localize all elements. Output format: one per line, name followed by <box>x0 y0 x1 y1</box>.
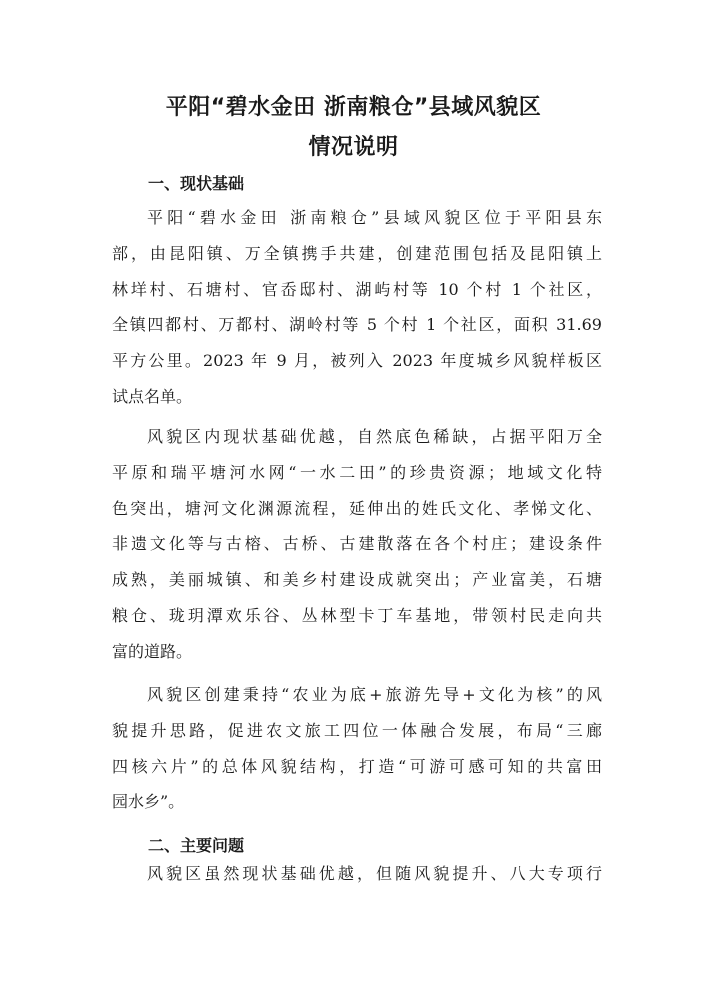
paragraph-line: 平阳“碧水金田 浙南粮仓”县域风貌区位于平阳县东 <box>147 208 602 227</box>
paragraph-line: 全镇四都村、万都村、湖岭村等 5 个村 1 个社区，面积 31.69 <box>112 315 602 335</box>
document-title-line1: 平阳“碧水金田 浙南粮仓”县域风貌区 <box>165 95 542 120</box>
paragraph-line: 平方公里。2023 年 9 月，被列入 2023 年度城乡风貌样板区 <box>112 351 602 371</box>
paragraph-line: 成熟，美丽城镇、和美乡村建设成就突出；产业富美，石塘 <box>112 570 602 590</box>
paragraph-line: 园水乡”。 <box>112 792 185 812</box>
paragraph-line: 色突出，塘河文化渊源流程，延伸出的姓氏文化、孝悌文化、 <box>112 498 602 518</box>
paragraph-problems <box>112 856 602 892</box>
paragraph-line: 富的道路。 <box>112 641 193 661</box>
paragraph-line: 风貌区虽然现状基础优越，但随风貌提升、八大专项行 <box>147 864 602 883</box>
paragraph-line: 风貌区内现状基础优越，自然底色稀缺，占据平阳万全 <box>147 427 602 446</box>
paragraph-line: 四核六片”的总体风貌结构，打造“可游可感可知的共富田 <box>112 756 602 776</box>
document-title-line2: 情况说明 <box>308 135 399 160</box>
section-heading-main-problems: 二、主要问题 <box>148 836 245 855</box>
paragraph-resources <box>112 419 602 670</box>
paragraph-line: 试点名单。 <box>112 386 193 406</box>
paragraph-location-overview <box>112 200 602 415</box>
paragraph-line: 非遗文化等与古榕、古桥、古建散落在各个村庄；建设条件 <box>112 534 602 554</box>
paragraph-line: 部，由昆阳镇、万全镇携手共建，创建范围包括及昆阳镇上 <box>112 243 602 263</box>
paragraph-line: 风貌区创建秉持“农业为底+旅游先导+文化为核”的风 <box>147 685 602 704</box>
paragraph-line: 粮仓、珑玥潭欢乐谷、丛林型卡丁车基地，带领村民走向共 <box>112 605 602 625</box>
paragraph-development-strategy <box>112 677 602 820</box>
paragraph-line: 貌提升思路，促进农文旅工四位一体融合发展，布局“三廊 <box>112 720 602 740</box>
paragraph-line: 林垟村、石塘村、官岙邸村、湖屿村等 10 个村 1 个社区， <box>112 279 602 299</box>
paragraph-line: 平原和瑞平塘河水网“一水二田”的珍贵资源；地域文化特 <box>112 462 602 482</box>
section-heading-current-basis: 一、现状基础 <box>148 174 245 193</box>
